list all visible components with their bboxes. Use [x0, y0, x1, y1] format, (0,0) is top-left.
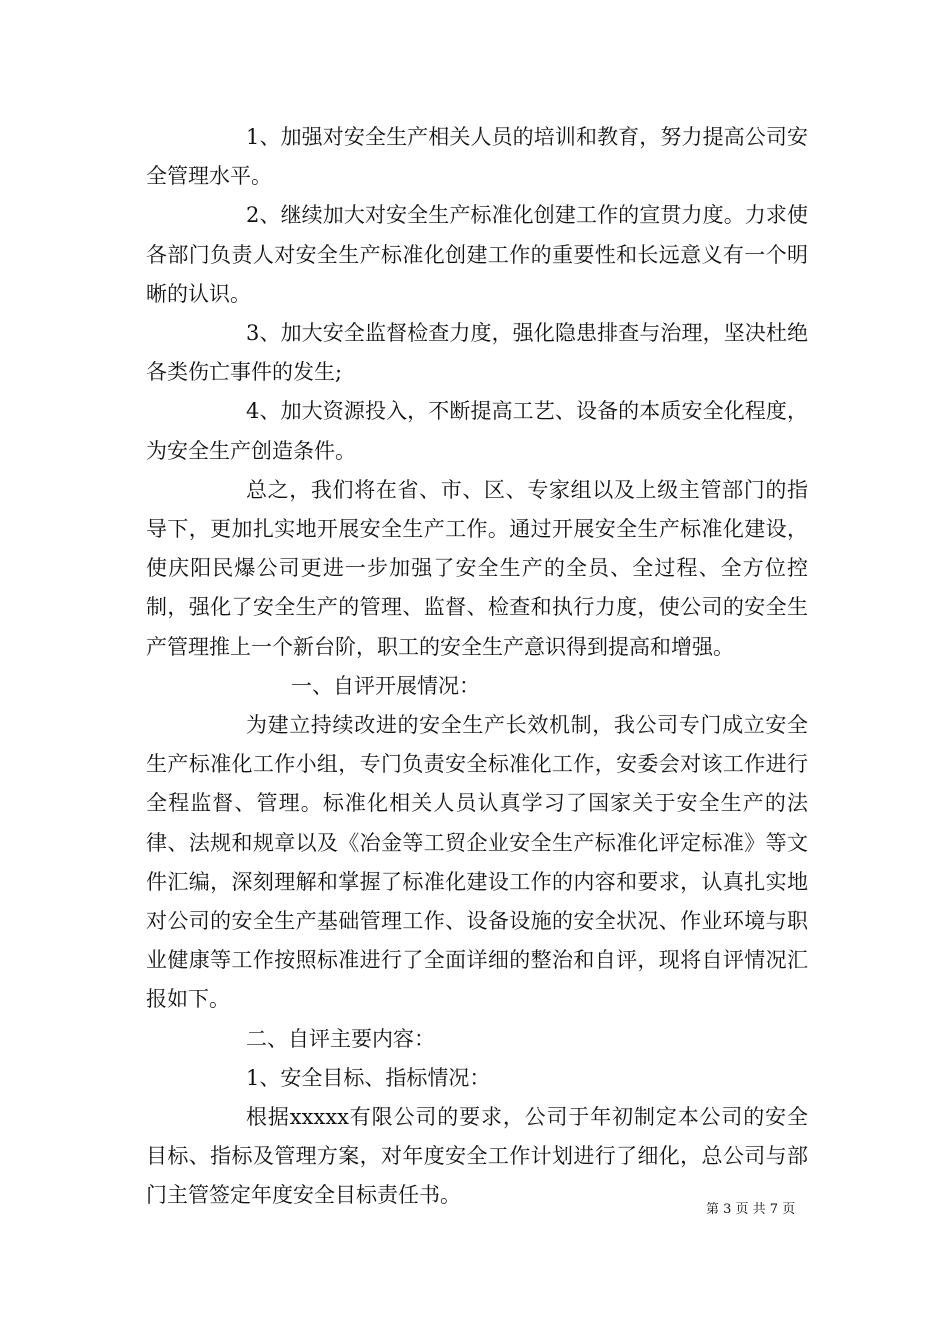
paragraph-measure-4: 4、加大资源投入，不断提高工艺、设备的本质安全化程度，为安全生产创造条件。 — [146, 399, 808, 463]
paragraph-self-evaluation: 为建立持续改进的安全生产长效机制，我公司专门成立安全生产标准化工作小组，专门负责安全标准化工作，安委会对该工作进行全程监督、管理。标准化相关人员认真学习了国家关于安全生产的法律、法规和规章以及《冶金等工贸企业安全生产标准化评定标准》等文件汇编，深刻理解和掌握了标准化建设工作的内容和要求，认真扎实地对公司的安全生产基础管理工作、设备设施的安全状况、作业环境与职业健康等工作按照标准进行了全面详细的整治和自评，现将自评情况汇报如下。 — [146, 713, 808, 1012]
subsection-heading-safety-targets: 1、安全目标、指标情况： — [246, 1065, 491, 1090]
paragraph-measure-3: 3、加大安全监督检查力度，强化隐患排查与治理，坚决杜绝各类伤亡事件的发生; — [146, 321, 808, 385]
section-heading-self-evaluation: 一、自评开展情况： — [291, 673, 480, 698]
paragraph-measure-2: 2、继续加大对安全生产标准化创建工作的宣贯力度。力求使各部门负责人对安全生产标准化创建工作的重要性和长远意义有一个明晰的认识。 — [146, 203, 808, 306]
paragraph-summary: 总之，我们将在省、市、区、专家组以及上级主管部门的指导下，更加扎实地开展安全生产工作。通过开展安全生产标准化建设，使庆阳民爆公司更进一步加强了安全生产的全员、全过程、全方位控制，强化了安全生产的管理、监督、检查和执行力度，使公司的安全生产管理推上一个新台阶，职工的安全生产意识得到提高和增强。 — [146, 477, 808, 659]
document-body — [146, 118, 808, 1216]
page-number-footer: 第 3 页 共 7 页 — [706, 1202, 796, 1217]
section-heading-main-content: 二、自评主要内容： — [246, 1026, 435, 1051]
paragraph-measure-1: 1、加强对安全生产相关人员的培训和教育，努力提高公司安全管理水平。 — [146, 125, 808, 189]
paragraph-safety-targets: 根据xxxxx有限公司的要求，公司于年初制定本公司的安全目标、指标及管理方案，对年度安全工作计划进行了细化，总公司与部门主管签定年度安全目标责任书。 — [146, 1105, 808, 1208]
